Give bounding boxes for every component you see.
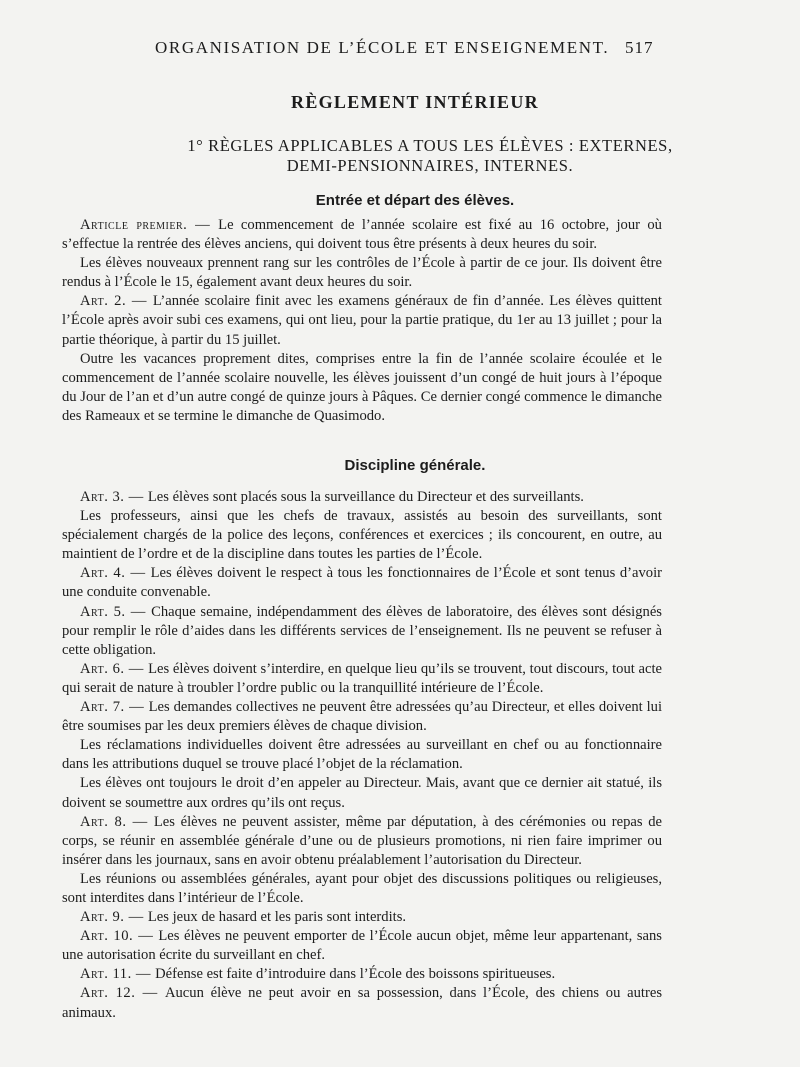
sub-title [0,136,800,176]
article-label: Art. 2. — [80,293,153,310]
paragraph [62,564,662,602]
article-label: Art. 8. — [80,813,154,830]
section-discipline-body [62,488,662,1023]
paragraph [62,965,662,984]
paragraph [62,984,662,1022]
paragraph [62,603,662,660]
paragraph [62,292,662,349]
main-title: RÈGLEMENT INTÉRIEUR [291,92,539,112]
paragraph [62,507,662,564]
paragraph [62,774,662,812]
paragraph-text: Les élèves doivent s’interdire, en quelque lieu qu’ils se trouvent, tout discours, tout acte qui serait de nature à troubler l’ordre public ou la tranquillité intérieure de l’École. [62,660,663,696]
paragraph-text: Défense est faite d’introduire dans l’École des boissons spiritueuses. [155,966,556,983]
paragraph-text: Les élèves sont placés sous la surveillance du Directeur et des surveillants. [147,489,584,505]
paragraph [62,698,662,736]
section-entree-body [62,216,662,426]
running-head-title: ORGANISATION DE L’ÉCOLE ET ENSEIGNEMENT. [155,38,610,57]
article-label: Art. 10. — [80,928,159,945]
paragraph-text: Outre les vacances proprement dites, comprises entre la fin de l’année scolaire écoulée et le commencement de l’année scolaire nouvelle, les élèves jouissent d’un congé de huit jours à l’époque du Jour de l’an et d’un autre congé de quinze jours à Pâques. Ce dernier congé commence le dimanche des Rameaux et se termine le dimanche de Quasimodo. [62,350,662,424]
paragraph-text: Les élèves ont toujours le droit d’en appeler au Directeur. Mais, avant que ce dernier ait statué, ils doivent se soumettre aux ordres qu’ils ont reçus. [62,775,662,811]
article-label: Article premier. — [80,217,219,233]
paragraph [62,488,662,507]
paragraph-text: Les professeurs, ainsi que les chefs de travaux, assistés au besoin des surveillants, sont spécialement chargés de la police des leçons, conférences et exercices ; ils concourent, en outre, au maintient de l’ordre et de la discipline dans toutes les parties de l’École. [62,508,662,563]
paragraph [62,870,662,908]
paragraph-text: Chaque semaine, indépendamment des élèves de laboratoire, des élèves sont désignés pour remplir le rôle d’aides dans les différents services de l’enseignement. Ils ne peuvent se refuser à cette obligation. [62,603,662,658]
article-label: Art. 7. — [80,699,149,716]
sub-title-line-1: 1° RÈGLES APPLICABLES A TOUS LES ÉLÈVES : EXTERNES, [187,136,673,155]
paragraph-text: Les élèves doivent le respect à tous les fonctionnaires de l’École et sont tenus d’avoir une conduite convenable. [62,565,662,601]
paragraph-text: Les jeux de hasard et les paris sont interdits. [147,909,407,926]
paragraph-text: Les réunions ou assemblées générales, ayant pour objet des discussions politiques ou religieuses, sont interdites dans l’intérieur de l’École. [62,870,662,906]
paragraph [62,908,662,927]
running-head [0,38,800,62]
paragraph-text: Les élèves ne peuvent emporter de l’École aucun objet, même leur appartenant, sans une autorisation écrite du surveillant en chef. [62,928,662,964]
article-label: Art. 3. — [80,489,148,505]
paragraph [62,660,662,698]
page-number: 517 [625,38,654,57]
sub-title-line-2: DEMI-PENSIONNAIRES, INTERNES. [286,156,574,175]
paragraph [62,254,662,292]
paragraph-text: L’année scolaire finit avec les examens généraux de fin d’année. Les élèves quittent l’École après avoir subi ces examens, qui ont lieu, pour la partie pratique, du 1er au 13 juillet ; pour la partie théorique, à partir du 15 juillet. [62,293,662,348]
article-label: Art. 12. — [80,985,165,1002]
paragraph-text: Les demandes collectives ne peuvent être adressées qu’au Directeur, et elles doivent lui être soumises par les deux premiers élèves de chaque division. [62,699,662,735]
article-label: Art. 9. — [80,909,148,926]
paragraph-text: Les élèves nouveaux prennent rang sur les contrôles de l’École à partir de ce jour. Ils doivent être rendus à l’École le 15, également avant deux heures du soir. [62,255,662,291]
section-title-entree: Entrée et départ des élèves. [315,192,515,209]
paragraph [62,216,662,254]
paragraph-text: Les réclamations individuelles doivent être adressées au surveillant en chef ou au fonctionnaire dans les attributions duquel se trouve placé l’objet de la réclamation. [62,737,662,773]
article-label: Art. 4. — [80,565,151,582]
paragraph-text: Les élèves ne peuvent assister, même par députation, à des cérémonies ou repas de corps, se réunir en assemblée générale d’une ou de plusieurs promotions, ni rien faire imprimer ou insérer dans les journaux, sans en avoir obtenu préalablement l’autorisation du Directeur. [62,813,662,868]
article-label: Art. 5. — [80,603,152,620]
paragraph [62,927,662,965]
paragraph [62,350,662,426]
paragraph [62,813,662,870]
article-label: Art. 6. — [80,660,149,677]
section-title-discipline: Discipline générale. [344,457,486,474]
paragraph [62,736,662,774]
paragraph-text: Aucun élève ne peut avoir en sa possession, dans l’École, des chiens ou autres animaux. [62,985,662,1021]
paragraph-text: Le commencement de l’année scolaire est fixé au 16 octobre, jour où s’effectue la rentrée des élèves anciens, qui doivent tous être présents à deux heures du soir. [62,217,662,253]
article-label: Art. 11. — [80,966,156,983]
